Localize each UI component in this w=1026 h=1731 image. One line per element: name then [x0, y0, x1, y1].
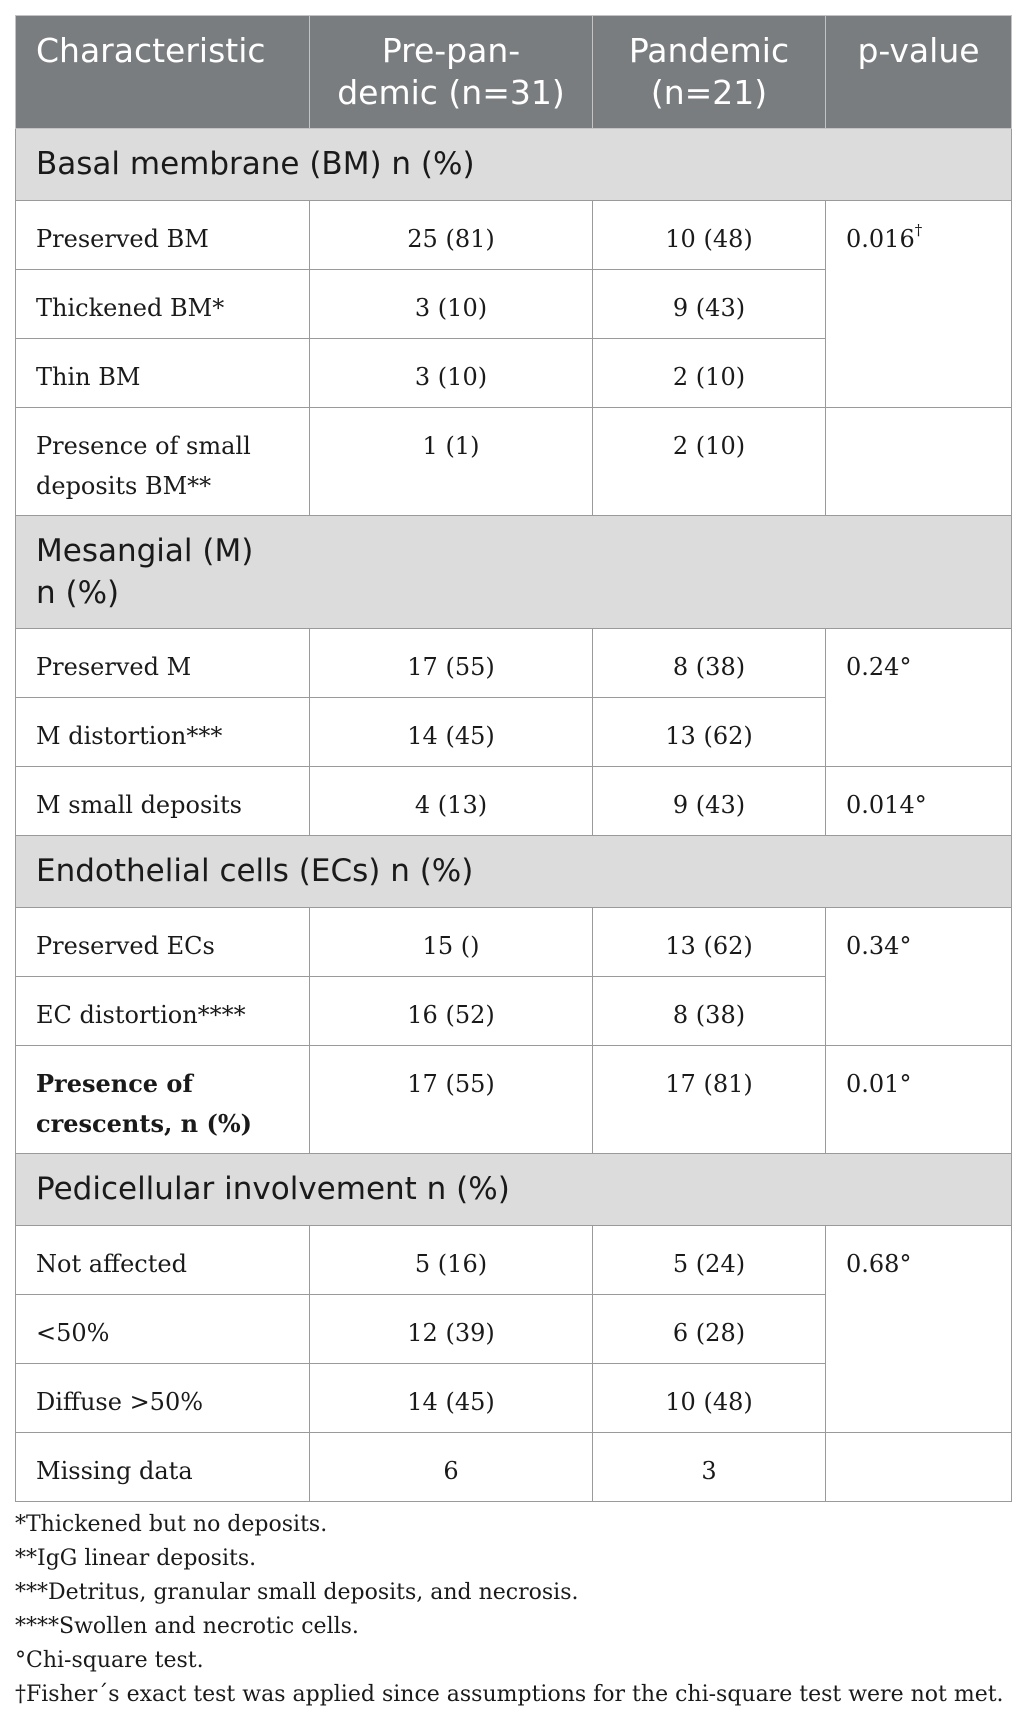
- section-endothelial: Endothelial cells (ECs) n (%): [16, 836, 1012, 908]
- header-pandemic-line2: (n=21): [650, 73, 768, 112]
- footnote: †Fisher´s exact test was applied since assumptions for the chi-square test were not met.: [15, 1682, 1004, 1707]
- cell-pandemic: 8 (38): [593, 977, 826, 1046]
- row-label: [16, 1046, 310, 1154]
- section-mesangial-line2: n (%): [36, 575, 120, 611]
- cell-pvalue: 0.68°: [826, 1226, 1012, 1433]
- row-label: Diffuse >50%: [16, 1364, 310, 1433]
- cell-pandemic: 5 (24): [593, 1226, 826, 1295]
- row-label: M small deposits: [16, 767, 310, 836]
- footnote: ****Swollen and necrotic cells.: [15, 1614, 359, 1639]
- cell-pvalue-empty: [826, 1433, 1012, 1502]
- cell-pvalue: 0.24°: [826, 629, 1012, 767]
- section-row: [16, 1154, 1012, 1226]
- table-row: [16, 408, 1012, 516]
- header-prepandemic-line1: Pre-pan-: [381, 31, 521, 70]
- table-row: [16, 1226, 1012, 1295]
- section-mesangial-line1: Mesangial (M): [36, 533, 254, 569]
- row-label-line2: deposits BM**: [36, 472, 212, 500]
- footnote: °Chi-square test.: [15, 1648, 204, 1673]
- row-label-line1: Presence of small: [36, 432, 251, 460]
- cell-pandemic: 2 (10): [593, 408, 826, 516]
- section-row: [16, 129, 1012, 201]
- row-label: Not affected: [16, 1226, 310, 1295]
- row-label: Preserved ECs: [16, 908, 310, 977]
- cell-prepandemic: 3 (10): [310, 270, 593, 339]
- cell-prepandemic: 15 (): [310, 908, 593, 977]
- footnotes: [15, 1508, 1011, 1712]
- table-row: [16, 1046, 1012, 1154]
- cell-pvalue: [826, 201, 1012, 408]
- cell-pandemic: 13 (62): [593, 698, 826, 767]
- cell-prepandemic: 16 (52): [310, 977, 593, 1046]
- row-label: M distortion***: [16, 698, 310, 767]
- header-prepandemic: [310, 16, 593, 129]
- row-label: Missing data: [16, 1433, 310, 1502]
- section-row: [16, 516, 1012, 629]
- header-prepandemic-line2: demic (n=31): [337, 73, 565, 112]
- cell-pvalue: 0.014°: [826, 767, 1012, 836]
- table-row: [16, 767, 1012, 836]
- row-label: EC distortion****: [16, 977, 310, 1046]
- cell-pandemic: 2 (10): [593, 339, 826, 408]
- cell-prepandemic: 17 (55): [310, 629, 593, 698]
- row-label: Thickened BM*: [16, 270, 310, 339]
- cell-pandemic: 6 (28): [593, 1295, 826, 1364]
- row-label: <50%: [16, 1295, 310, 1364]
- row-label: Preserved M: [16, 629, 310, 698]
- header-pvalue: p-value: [826, 16, 1012, 129]
- table-container: [15, 15, 1011, 1712]
- cell-pandemic: 9 (43): [593, 767, 826, 836]
- table-row: [16, 629, 1012, 698]
- table-row: [16, 908, 1012, 977]
- row-label-line2: crescents, n (%): [36, 1109, 252, 1138]
- cell-prepandemic: 12 (39): [310, 1295, 593, 1364]
- cell-prepandemic: 3 (10): [310, 339, 593, 408]
- cell-prepandemic: 25 (81): [310, 201, 593, 270]
- header-row: [16, 16, 1012, 129]
- cell-prepandemic: 1 (1): [310, 408, 593, 516]
- row-label: Preserved BM: [16, 201, 310, 270]
- cell-prepandemic: 14 (45): [310, 1364, 593, 1433]
- cell-pandemic: 9 (43): [593, 270, 826, 339]
- row-label: [16, 408, 310, 516]
- cell-prepandemic: 5 (16): [310, 1226, 593, 1295]
- cell-pvalue: 0.34°: [826, 908, 1012, 1046]
- cell-pandemic: 3: [593, 1433, 826, 1502]
- footnote: ***Detritus, granular small deposits, and necrosis.: [15, 1580, 579, 1605]
- data-table: [15, 15, 1012, 1502]
- cell-pvalue: 0.01°: [826, 1046, 1012, 1154]
- cell-pvalue-empty: [826, 408, 1012, 516]
- section-mesangial: [16, 516, 1012, 629]
- cell-prepandemic: 4 (13): [310, 767, 593, 836]
- cell-prepandemic: 14 (45): [310, 698, 593, 767]
- section-basal-membrane: Basal membrane (BM) n (%): [16, 129, 1012, 201]
- pvalue-text: 0.016: [846, 225, 915, 253]
- table-row: [16, 201, 1012, 270]
- cell-pandemic: 10 (48): [593, 1364, 826, 1433]
- section-row: [16, 836, 1012, 908]
- header-characteristic: Characteristic: [16, 16, 310, 129]
- fisher-mark: †: [914, 221, 923, 239]
- cell-prepandemic: 6: [310, 1433, 593, 1502]
- row-label: Thin BM: [16, 339, 310, 408]
- footnote: *Thickened but no deposits.: [15, 1512, 328, 1537]
- cell-pandemic: 8 (38): [593, 629, 826, 698]
- cell-pandemic: 10 (48): [593, 201, 826, 270]
- header-pandemic-line1: Pandemic: [628, 31, 790, 70]
- cell-prepandemic: 17 (55): [310, 1046, 593, 1154]
- header-pandemic: [593, 16, 826, 129]
- row-label-line1: Presence of: [36, 1069, 193, 1098]
- section-pedicellular: Pedicellular involvement n (%): [16, 1154, 1012, 1226]
- table-row: [16, 1433, 1012, 1502]
- cell-pandemic: 13 (62): [593, 908, 826, 977]
- footnote: **IgG linear deposits.: [15, 1546, 257, 1571]
- cell-pandemic: 17 (81): [593, 1046, 826, 1154]
